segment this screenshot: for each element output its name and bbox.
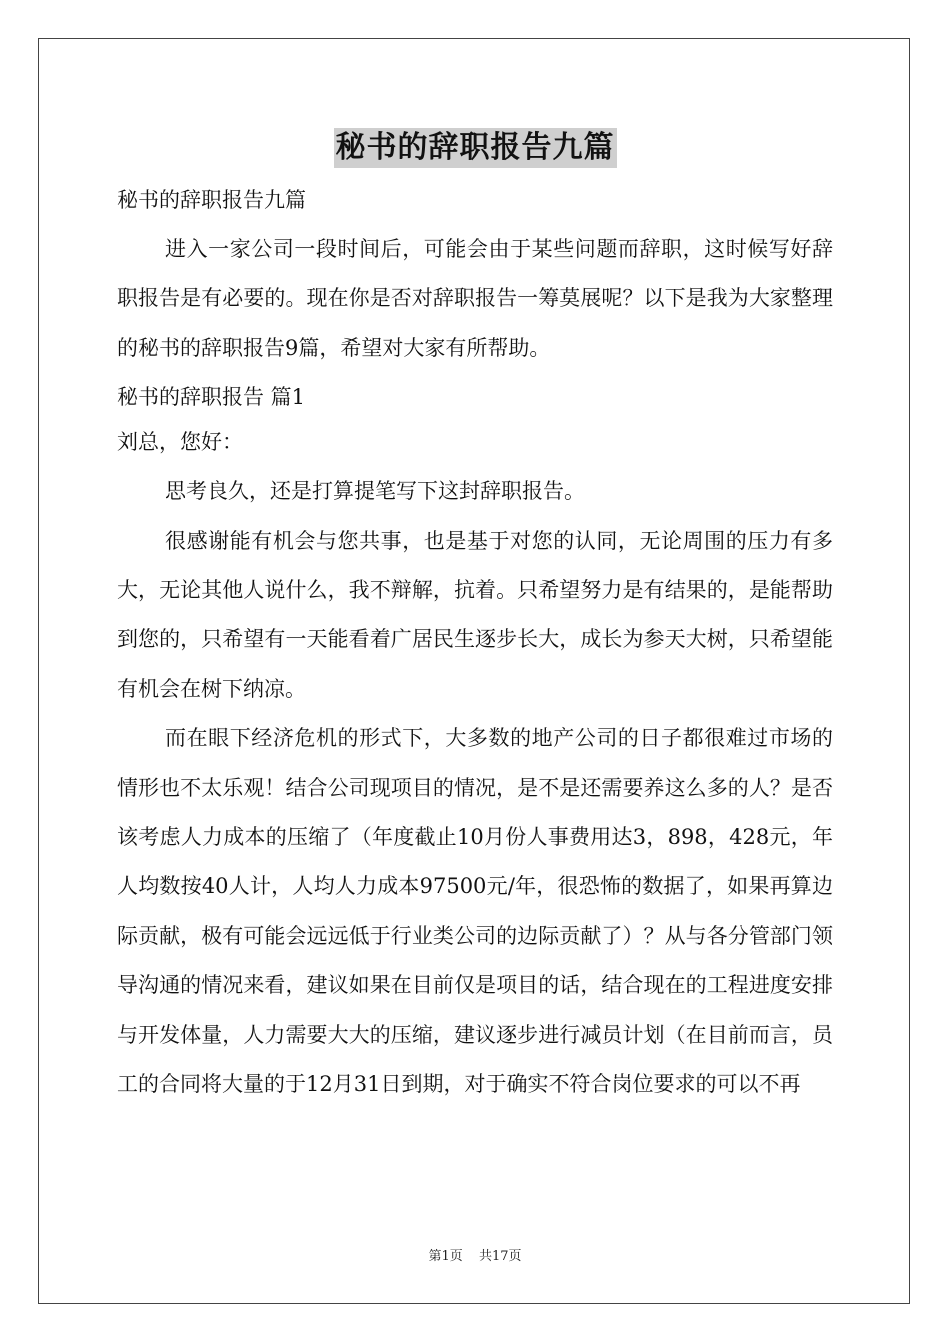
intro-paragraph: 进入一家公司一段时间后，可能会由于某些问题而辞职，这时候写好辞职报告是有必要的。现在你是否对辞职报告一筹莫展呢？以下是我为大家整理的秘书的辞职报告9篇，希望对大家有所帮助。	[117, 237, 833, 360]
document-title: 秘书的辞职报告九篇	[334, 128, 617, 168]
body-paragraph-3: 而在眼下经济危机的形式下，大多数的地产公司的日子都很难过市场的情形也不太乐观！结合公司现项目的情况，是不是还需要养这么多的人？是否该考虑人力成本的压缩了（年度截止10月份人事费用达3，898，428元，年人均数按40人计，人均人力成本97500元/年，很恐怖的数据了，如果再算边际贡献，极有可能会远远低于行业类公司的边际贡献了）？从与各分管部门领导沟通的情况来看，建议如果在目前仅是项目的话，结合现在的工程进度安排与开发体量，人力需要大大的压缩，建议逐步进行减员计划（在目前而言，员工的合同将大量的于12月31日到期，对于确实不符合岗位要求的可以不再	[117, 726, 833, 1097]
page-footer	[0, 1245, 950, 1264]
document-subtitle: 秘书的辞职报告九篇	[117, 188, 306, 212]
salutation: 刘总，您好：	[117, 430, 243, 455]
page-total: 共17页	[478, 1249, 522, 1264]
document-body	[117, 180, 833, 1110]
body-paragraph-2: 很感谢能有机会与您共事，也是基于对您的认同，无论周围的压力有多大，无论其他人说什么，我不辩解，抗着。只希望努力是有结果的，是能帮助到您的，只希望有一天能看着广居民生逐步长大，成长为参天大树，只希望能有机会在树下纳凉。	[117, 528, 833, 701]
body-paragraph-1: 思考良久，还是打算提笔写下这封辞职报告。	[165, 479, 585, 504]
section-heading: 秘书的辞职报告 篇1	[117, 385, 306, 410]
page-number: 第1页	[428, 1249, 463, 1264]
title-container	[0, 128, 950, 168]
